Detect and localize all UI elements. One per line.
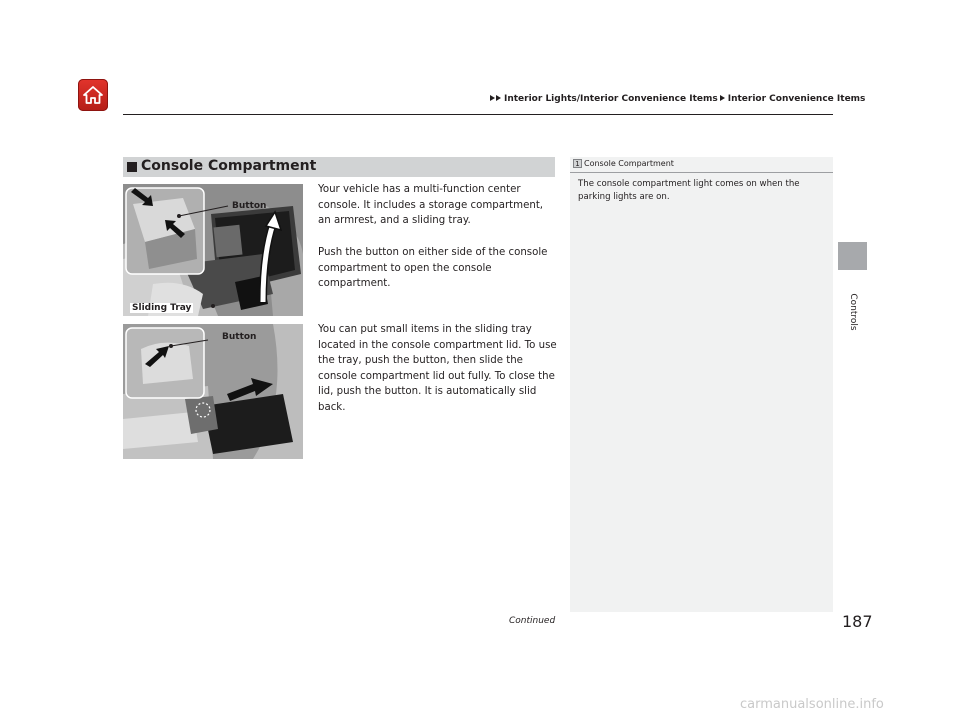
header-rule xyxy=(123,114,833,115)
side-tab-text: Controls xyxy=(848,293,858,331)
section-heading xyxy=(123,157,555,177)
breadcrumb-current: Interior Convenience Items xyxy=(727,94,866,104)
note-title[interactable]: Console Compartment xyxy=(584,159,674,168)
continued-label: Continued xyxy=(509,616,556,626)
paragraph-open: Push the button on either side of the console compartment to open the console compartment. xyxy=(318,247,548,290)
breadcrumb-arrow-icon xyxy=(496,95,501,101)
callout-button-2: Button xyxy=(222,332,257,342)
breadcrumb-separator-icon xyxy=(720,95,725,101)
side-tab-label xyxy=(838,282,867,342)
watermark: carmanualsonline.info xyxy=(740,697,884,712)
home-icon xyxy=(82,84,104,106)
section-square-icon xyxy=(127,162,137,172)
paragraph-tray: You can put small items in the sliding tray located in the console compartment lid. To use the tray, push the button, then slide the console compartment lid out fully. To close the lid, push the button. It is automatically slid back. xyxy=(318,324,557,413)
section-title: Console Compartment xyxy=(141,158,317,174)
note-header xyxy=(570,157,833,173)
note-panel xyxy=(570,157,833,612)
paragraph-intro: Your vehicle has a multi-function center console. It includes a storage compartment, an armrest, and a sliding tray. xyxy=(318,184,544,227)
side-tab-marker[interactable] xyxy=(838,242,867,270)
note-text: The console compartment light comes on when the parking lights are on. xyxy=(578,179,800,202)
callout-button-1: Button xyxy=(232,201,267,211)
home-button[interactable] xyxy=(78,79,108,111)
page-number: 187 xyxy=(842,612,873,631)
breadcrumb-arrow-icon xyxy=(490,95,495,101)
breadcrumb xyxy=(490,94,865,104)
callout-sliding-tray: Sliding Tray xyxy=(132,303,192,313)
note-number-badge: 1 xyxy=(573,159,582,168)
sliding-tray-illustration xyxy=(123,324,303,459)
console-open-illustration xyxy=(123,184,303,316)
breadcrumb-link-lights[interactable]: Interior Lights/Interior Convenience Items xyxy=(504,94,718,104)
